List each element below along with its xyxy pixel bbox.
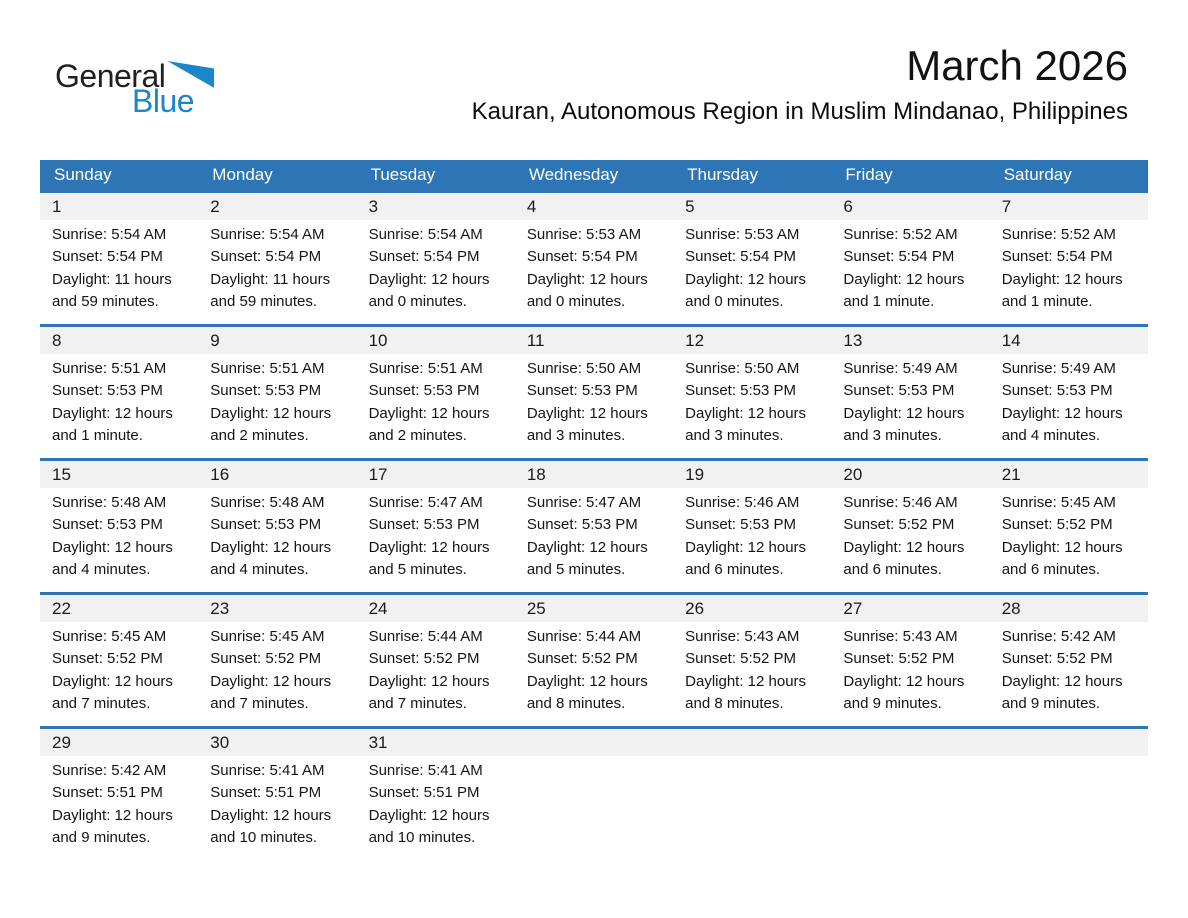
day-details — [40, 756, 198, 860]
day-number-band — [990, 327, 1148, 354]
sunset-text: Sunset: 5:52 PM — [843, 516, 955, 534]
day-number-band — [831, 461, 989, 488]
day-cell-4 — [515, 193, 673, 324]
day-details — [831, 220, 989, 324]
sunset-text: Sunset: 5:52 PM — [526, 650, 638, 668]
day-details — [357, 220, 515, 324]
daylight-text: Daylight: 11 hours and 59 minutes. — [210, 270, 331, 311]
sunset-text: Sunset: 5:53 PM — [52, 516, 163, 534]
week-row-5 — [40, 726, 1148, 860]
day-cell-23 — [198, 595, 356, 726]
day-number: 9 — [210, 330, 220, 350]
day-number: 7 — [1001, 196, 1012, 216]
day-number: 16 — [210, 464, 230, 484]
day-number: 28 — [1001, 598, 1021, 618]
logo-text-blue: Blue — [132, 83, 195, 119]
sunrise-text: Sunrise: 5:54 AM — [52, 226, 167, 243]
sunrise-text: Sunrise: 5:44 AM — [526, 628, 642, 645]
day-number: 23 — [210, 598, 230, 618]
day-number: 4 — [526, 196, 537, 216]
sunrise-text: Sunrise: 5:46 AM — [843, 494, 958, 511]
daylight-text: Daylight: 12 hours and 5 minutes. — [526, 538, 648, 579]
day-number: 27 — [843, 598, 863, 618]
sunrise-text: Sunrise: 5:49 AM — [1001, 360, 1116, 377]
day-details — [40, 220, 198, 324]
sunrise-text: Sunrise: 5:50 AM — [526, 360, 642, 377]
sunrise-text: Sunrise: 5:45 AM — [1001, 494, 1116, 511]
sunset-text: Sunset: 5:54 PM — [843, 248, 955, 266]
day-number: 6 — [843, 196, 853, 216]
day-cell-7 — [990, 193, 1148, 324]
sunrise-text: Sunrise: 5:48 AM — [210, 494, 325, 511]
day-number-band — [357, 729, 515, 756]
sunset-text: Sunset: 5:52 PM — [368, 650, 480, 668]
day-cell-25 — [515, 595, 673, 726]
day-number: 10 — [368, 330, 388, 350]
day-details — [990, 622, 1148, 726]
day-details — [673, 622, 831, 726]
sunrise-text: Sunrise: 5:50 AM — [685, 360, 800, 377]
daylight-text: Daylight: 12 hours and 1 minute. — [52, 404, 173, 445]
sunset-text: Sunset: 5:53 PM — [685, 382, 797, 400]
day-number-band — [198, 729, 356, 756]
sunrise-text: Sunrise: 5:45 AM — [210, 628, 325, 645]
sunset-text: Sunset: 5:52 PM — [1001, 650, 1113, 668]
sunrise-text: Sunrise: 5:51 AM — [52, 360, 167, 377]
day-number-band — [40, 461, 198, 488]
sunrise-text: Sunrise: 5:44 AM — [368, 628, 483, 645]
day-cell-2 — [198, 193, 356, 324]
sunrise-text: Sunrise: 5:48 AM — [52, 494, 167, 511]
day-number: 24 — [368, 598, 388, 618]
sunrise-text: Sunrise: 5:51 AM — [368, 360, 483, 377]
daylight-text: Daylight: 12 hours and 10 minutes. — [210, 806, 332, 847]
sunrise-text: Sunrise: 5:41 AM — [210, 762, 325, 779]
day-details — [40, 488, 198, 592]
day-cell-empty — [990, 729, 1148, 860]
day-number-band — [198, 193, 356, 220]
day-cell-8 — [40, 327, 198, 458]
daylight-text: Daylight: 12 hours and 9 minutes. — [52, 806, 173, 847]
daylight-text: Daylight: 12 hours and 3 minutes. — [843, 404, 965, 445]
daylight-text: Daylight: 12 hours and 3 minutes. — [685, 404, 807, 445]
day-number-band — [831, 327, 989, 354]
sunset-text: Sunset: 5:54 PM — [52, 248, 163, 266]
day-number-band — [673, 461, 831, 488]
day-details — [198, 622, 356, 726]
sunset-text: Sunset: 5:52 PM — [685, 650, 797, 668]
day-number: 22 — [52, 598, 71, 618]
day-number: 31 — [368, 732, 388, 752]
day-details — [198, 220, 356, 324]
weekday-header-saturday: Saturday — [1003, 165, 1072, 184]
day-details — [357, 488, 515, 592]
day-cell-14 — [990, 327, 1148, 458]
day-cell-20 — [831, 461, 989, 592]
day-number: 13 — [843, 330, 863, 350]
calendar-table — [40, 160, 1148, 860]
day-number-band — [40, 327, 198, 354]
sunrise-text: Sunrise: 5:42 AM — [1001, 628, 1116, 645]
sunset-text: Sunset: 5:54 PM — [685, 248, 797, 266]
daylight-text: Daylight: 12 hours and 6 minutes. — [685, 538, 807, 579]
sunrise-text: Sunrise: 5:47 AM — [368, 494, 483, 511]
daylight-text: Daylight: 12 hours and 0 minutes. — [685, 270, 807, 311]
day-number: 1 — [52, 196, 62, 216]
day-details — [357, 622, 515, 726]
day-number: 29 — [52, 732, 71, 752]
sunset-text: Sunset: 5:54 PM — [368, 248, 480, 266]
day-cell-6 — [831, 193, 989, 324]
daylight-text: Daylight: 12 hours and 8 minutes. — [685, 672, 807, 713]
day-cell-27 — [831, 595, 989, 726]
day-number: 5 — [685, 196, 695, 216]
day-number-band — [40, 595, 198, 622]
day-number-band — [515, 193, 673, 220]
day-number-band — [357, 327, 515, 354]
title-block — [472, 0, 1128, 126]
weekday-header-friday: Friday — [845, 165, 893, 184]
sunset-text: Sunset: 5:53 PM — [210, 382, 322, 400]
day-number-band — [673, 193, 831, 220]
weekday-header-sunday: Sunday — [54, 165, 112, 184]
sunrise-text: Sunrise: 5:43 AM — [843, 628, 958, 645]
day-number-band — [990, 595, 1148, 622]
day-details — [198, 488, 356, 592]
day-cell-18 — [515, 461, 673, 592]
day-details — [40, 622, 198, 726]
sunset-text: Sunset: 5:53 PM — [368, 382, 480, 400]
sunrise-text: Sunrise: 5:54 AM — [368, 226, 483, 243]
day-number-band — [198, 461, 356, 488]
week-row-1 — [40, 190, 1148, 324]
sunset-text: Sunset: 5:54 PM — [210, 248, 322, 266]
day-cell-21 — [990, 461, 1148, 592]
weekday-header-row — [40, 160, 1148, 190]
day-number-band — [515, 595, 673, 622]
daylight-text: Daylight: 12 hours and 7 minutes. — [368, 672, 490, 713]
week-row-2 — [40, 324, 1148, 458]
day-cell-empty — [831, 729, 989, 860]
day-number-band — [515, 327, 673, 354]
day-cell-empty — [673, 729, 831, 860]
day-details — [357, 354, 515, 458]
sunrise-text: Sunrise: 5:46 AM — [685, 494, 800, 511]
day-details — [515, 622, 673, 726]
daylight-text: Daylight: 12 hours and 6 minutes. — [843, 538, 965, 579]
sunset-text: Sunset: 5:54 PM — [526, 248, 638, 266]
daylight-text: Daylight: 12 hours and 5 minutes. — [368, 538, 490, 579]
page-title: March 2026 — [906, 42, 1128, 89]
sunset-text: Sunset: 5:51 PM — [210, 784, 322, 802]
day-cell-19 — [673, 461, 831, 592]
daylight-text: Daylight: 12 hours and 4 minutes. — [210, 538, 332, 579]
daylight-text: Daylight: 12 hours and 7 minutes. — [210, 672, 332, 713]
daylight-text: Daylight: 12 hours and 2 minutes. — [210, 404, 332, 445]
day-cell-26 — [673, 595, 831, 726]
day-cell-5 — [673, 193, 831, 324]
day-number-band — [40, 729, 198, 756]
day-details — [515, 220, 673, 324]
day-number-band — [831, 595, 989, 622]
day-cell-12 — [673, 327, 831, 458]
daylight-text: Daylight: 12 hours and 9 minutes. — [1001, 672, 1123, 713]
week-row-4 — [40, 592, 1148, 726]
day-details — [198, 354, 356, 458]
day-cell-16 — [198, 461, 356, 592]
day-number: 26 — [685, 598, 705, 618]
sunrise-text: Sunrise: 5:42 AM — [52, 762, 167, 779]
sunset-text: Sunset: 5:53 PM — [685, 516, 797, 534]
day-cell-1 — [40, 193, 198, 324]
daylight-text: Daylight: 12 hours and 4 minutes. — [1001, 404, 1123, 445]
sunset-text: Sunset: 5:54 PM — [1001, 248, 1113, 266]
day-cell-24 — [357, 595, 515, 726]
daylight-text: Daylight: 12 hours and 9 minutes. — [843, 672, 965, 713]
day-details — [831, 622, 989, 726]
daylight-text: Daylight: 12 hours and 3 minutes. — [526, 404, 648, 445]
daylight-text: Daylight: 12 hours and 4 minutes. — [52, 538, 173, 579]
sunset-text: Sunset: 5:53 PM — [368, 516, 480, 534]
day-cell-3 — [357, 193, 515, 324]
week-row-3 — [40, 458, 1148, 592]
day-number-band — [515, 729, 673, 756]
day-cell-11 — [515, 327, 673, 458]
sunset-text: Sunset: 5:52 PM — [52, 650, 163, 668]
sunrise-text: Sunrise: 5:47 AM — [526, 494, 642, 511]
day-number-band — [673, 327, 831, 354]
sunset-text: Sunset: 5:52 PM — [1001, 516, 1113, 534]
sunrise-text: Sunrise: 5:53 AM — [526, 226, 642, 243]
daylight-text: Daylight: 12 hours and 1 minute. — [843, 270, 965, 311]
day-number: 8 — [52, 330, 62, 350]
sunset-text: Sunset: 5:52 PM — [210, 650, 322, 668]
day-number-band — [673, 595, 831, 622]
day-cell-10 — [357, 327, 515, 458]
day-number-band — [990, 729, 1148, 756]
day-details — [990, 220, 1148, 324]
day-number-band — [198, 595, 356, 622]
day-number-band — [990, 193, 1148, 220]
day-cell-empty — [515, 729, 673, 860]
general-blue-logo — [55, 60, 214, 117]
day-details — [990, 354, 1148, 458]
weekday-header-wednesday: Wednesday — [528, 165, 619, 184]
day-number: 14 — [1001, 330, 1021, 350]
daylight-text: Daylight: 12 hours and 1 minute. — [1001, 270, 1123, 311]
sunrise-text: Sunrise: 5:52 AM — [1001, 226, 1116, 243]
sunrise-text: Sunrise: 5:41 AM — [368, 762, 483, 779]
day-details — [515, 488, 673, 592]
sunset-text: Sunset: 5:52 PM — [843, 650, 955, 668]
sunrise-text: Sunrise: 5:43 AM — [685, 628, 800, 645]
weekday-header-thursday: Thursday — [687, 165, 759, 184]
sunset-text: Sunset: 5:53 PM — [526, 382, 638, 400]
day-number-band — [357, 193, 515, 220]
day-details — [673, 220, 831, 324]
logo-text-general: General — [55, 58, 166, 94]
daylight-text: Daylight: 12 hours and 0 minutes. — [368, 270, 490, 311]
day-number: 17 — [368, 464, 388, 484]
day-number: 19 — [685, 464, 705, 484]
day-cell-22 — [40, 595, 198, 726]
sunset-text: Sunset: 5:53 PM — [210, 516, 322, 534]
sunset-text: Sunset: 5:51 PM — [368, 784, 480, 802]
day-details — [198, 756, 356, 860]
daylight-text: Daylight: 12 hours and 10 minutes. — [368, 806, 490, 847]
day-cell-31 — [357, 729, 515, 860]
location-subtitle: Kauran, Autonomous Region in Muslim Mindanao, Philippines — [471, 98, 1128, 126]
day-details — [831, 488, 989, 592]
sunset-text: Sunset: 5:53 PM — [843, 382, 955, 400]
sunrise-text: Sunrise: 5:52 AM — [843, 226, 958, 243]
daylight-text: Daylight: 12 hours and 6 minutes. — [1001, 538, 1123, 579]
sunrise-text: Sunrise: 5:45 AM — [52, 628, 167, 645]
day-cell-17 — [357, 461, 515, 592]
day-number-band — [673, 729, 831, 756]
day-number-band — [831, 193, 989, 220]
day-number: 15 — [52, 464, 71, 484]
weekday-header-tuesday: Tuesday — [370, 165, 436, 184]
daylight-text: Daylight: 12 hours and 8 minutes. — [526, 672, 648, 713]
day-number-band — [40, 193, 198, 220]
day-number: 2 — [210, 196, 220, 216]
sunrise-text: Sunrise: 5:51 AM — [210, 360, 325, 377]
sunset-text: Sunset: 5:51 PM — [52, 784, 163, 802]
daylight-text: Daylight: 12 hours and 0 minutes. — [526, 270, 648, 311]
day-number: 3 — [368, 196, 379, 216]
day-number-band — [357, 595, 515, 622]
day-number: 18 — [526, 464, 546, 484]
calendar-weeks — [40, 190, 1148, 860]
sunset-text: Sunset: 5:53 PM — [52, 382, 163, 400]
day-number: 12 — [685, 330, 705, 350]
daylight-text: Daylight: 12 hours and 2 minutes. — [368, 404, 490, 445]
day-number: 11 — [526, 330, 545, 350]
day-cell-30 — [198, 729, 356, 860]
daylight-text: Daylight: 11 hours and 59 minutes. — [52, 270, 172, 311]
daylight-text: Daylight: 12 hours and 7 minutes. — [52, 672, 173, 713]
sunrise-text: Sunrise: 5:49 AM — [843, 360, 958, 377]
day-number-band — [831, 729, 989, 756]
day-details — [673, 354, 831, 458]
day-details — [357, 756, 515, 860]
day-cell-9 — [198, 327, 356, 458]
day-cell-28 — [990, 595, 1148, 726]
sunrise-text: Sunrise: 5:54 AM — [210, 226, 325, 243]
day-details — [990, 488, 1148, 592]
day-number-band — [515, 461, 673, 488]
day-number-band — [357, 461, 515, 488]
day-cell-15 — [40, 461, 198, 592]
day-number: 21 — [1001, 464, 1021, 484]
day-details — [40, 354, 198, 458]
day-number-band — [990, 461, 1148, 488]
page-header — [40, 0, 1148, 160]
day-cell-13 — [831, 327, 989, 458]
weekday-header-monday: Monday — [212, 165, 273, 184]
day-number: 20 — [843, 464, 863, 484]
day-number: 25 — [526, 598, 546, 618]
day-cell-29 — [40, 729, 198, 860]
sunset-text: Sunset: 5:53 PM — [1001, 382, 1113, 400]
sunset-text: Sunset: 5:53 PM — [526, 516, 638, 534]
day-details — [831, 354, 989, 458]
day-number-band — [198, 327, 356, 354]
day-details — [673, 488, 831, 592]
day-number: 30 — [210, 732, 230, 752]
day-details — [515, 354, 673, 458]
sunrise-text: Sunrise: 5:53 AM — [685, 226, 800, 243]
